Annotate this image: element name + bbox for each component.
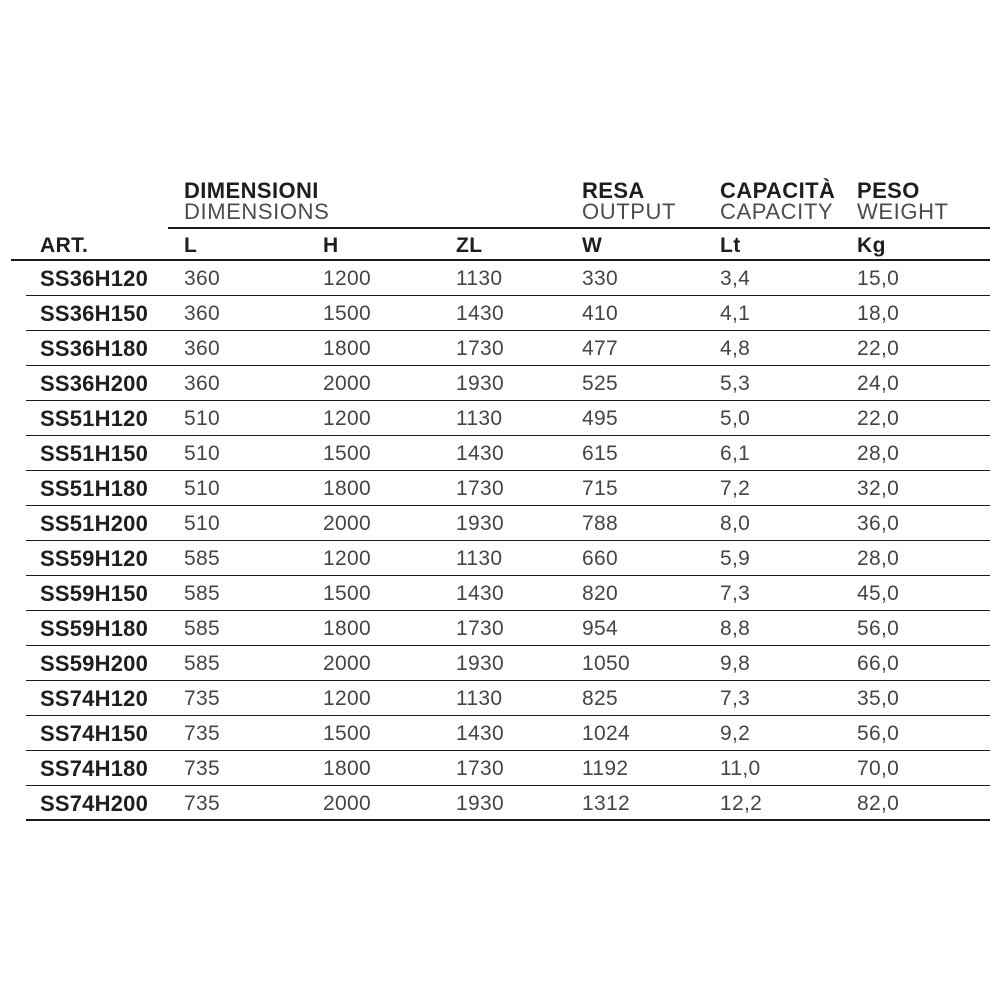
cell-capacity-litres: 4,1	[720, 302, 751, 326]
cell-capacity-litres: 6,1	[720, 442, 751, 466]
cell-weight-kg: 22,0	[857, 407, 900, 431]
cell-capacity-litres: 7,2	[720, 477, 751, 501]
cell-capacity-litres: 9,8	[720, 652, 751, 676]
table-row	[26, 401, 990, 436]
cell-length: 510	[184, 477, 220, 501]
cell-zl: 1130	[456, 267, 503, 291]
cell-height: 1800	[323, 337, 371, 361]
cell-zl: 1130	[456, 407, 503, 431]
cell-article-code: SS51H150	[40, 441, 149, 467]
cell-article-code: SS74H120	[40, 686, 149, 712]
cell-weight-kg: 28,0	[857, 442, 900, 466]
group-header-capacity	[720, 180, 857, 226]
group-header-capacity-secondary: CAPACITY	[720, 199, 834, 224]
cell-output-watts: 954	[582, 617, 618, 641]
cell-output-watts: 660	[582, 547, 618, 571]
cell-output-watts: 825	[582, 687, 618, 711]
cell-zl: 1730	[456, 757, 504, 781]
cell-length: 585	[184, 547, 220, 571]
cell-height: 2000	[323, 372, 371, 396]
group-header-rule	[168, 227, 990, 229]
cell-output-watts: 820	[582, 582, 618, 606]
cell-length: 510	[184, 407, 220, 431]
column-header-h: H	[323, 234, 339, 257]
cell-weight-kg: 70,0	[857, 757, 900, 781]
cell-output-watts: 1192	[582, 757, 629, 781]
cell-output-watts: 330	[582, 267, 618, 291]
table-body	[26, 261, 990, 821]
group-header-capacity-primary: CAPACITÀ	[720, 178, 836, 203]
cell-weight-kg: 56,0	[857, 617, 900, 641]
cell-article-code: SS74H200	[40, 790, 149, 816]
table-row	[26, 366, 990, 401]
column-header-w: W	[582, 234, 603, 257]
cell-length: 585	[184, 617, 220, 641]
group-header-dimensions-secondary: DIMENSIONS	[184, 199, 330, 224]
column-header-art: ART.	[40, 234, 89, 257]
cell-zl: 1130	[456, 547, 503, 571]
column-header-l: L	[184, 234, 198, 257]
cell-capacity-litres: 5,0	[720, 407, 751, 431]
cell-capacity-litres: 5,9	[720, 547, 751, 571]
column-header-lt: Lt	[720, 234, 741, 257]
cell-height: 1200	[323, 407, 371, 431]
cell-length: 735	[184, 791, 220, 815]
cell-height: 1500	[323, 582, 371, 606]
cell-length: 585	[184, 582, 220, 606]
cell-length: 735	[184, 722, 220, 746]
group-header-output-primary: RESA	[582, 178, 645, 203]
cell-capacity-litres: 3,4	[720, 267, 751, 291]
cell-capacity-litres: 8,8	[720, 617, 751, 641]
cell-article-code: SS36H120	[40, 266, 149, 292]
cell-height: 1200	[323, 687, 371, 711]
cell-capacity-litres: 12,2	[720, 791, 763, 815]
group-header-output-secondary: OUTPUT	[582, 199, 677, 224]
cell-capacity-litres: 8,0	[720, 512, 751, 536]
table-row	[26, 436, 990, 471]
cell-article-code: SS59H150	[40, 581, 149, 607]
cell-article-code: SS59H120	[40, 546, 149, 572]
cell-output-watts: 410	[582, 302, 618, 326]
table-row	[26, 646, 990, 681]
cell-weight-kg: 28,0	[857, 547, 900, 571]
cell-capacity-litres: 7,3	[720, 582, 751, 606]
cell-length: 735	[184, 757, 220, 781]
cell-output-watts: 477	[582, 337, 618, 361]
table-row	[26, 576, 990, 611]
cell-height: 1200	[323, 267, 371, 291]
table-row	[26, 506, 990, 541]
cell-weight-kg: 24,0	[857, 372, 900, 396]
cell-height: 1500	[323, 722, 371, 746]
cell-output-watts: 1050	[582, 652, 630, 676]
cell-article-code: SS36H150	[40, 301, 149, 327]
group-header-weight	[857, 180, 990, 226]
cell-height: 1500	[323, 302, 371, 326]
cell-output-watts: 615	[582, 442, 618, 466]
cell-zl: 1930	[456, 652, 504, 676]
cell-length: 360	[184, 372, 220, 396]
cell-length: 510	[184, 512, 220, 536]
cell-height: 1200	[323, 547, 371, 571]
cell-height: 1800	[323, 617, 371, 641]
cell-output-watts: 1024	[582, 722, 630, 746]
cell-height: 2000	[323, 791, 371, 815]
cell-zl: 1430	[456, 302, 504, 326]
table-row	[26, 471, 990, 506]
cell-capacity-litres: 4,8	[720, 337, 751, 361]
cell-article-code: SS74H180	[40, 756, 149, 782]
cell-capacity-litres: 7,3	[720, 687, 751, 711]
table-row	[26, 786, 990, 821]
cell-article-code: SS51H180	[40, 476, 149, 502]
cell-length: 735	[184, 687, 220, 711]
cell-height: 2000	[323, 512, 371, 536]
table-row	[26, 331, 990, 366]
cell-zl: 1730	[456, 617, 504, 641]
cell-zl: 1430	[456, 442, 504, 466]
table-row	[26, 751, 990, 786]
cell-capacity-litres: 11,0	[720, 757, 761, 781]
table-row	[26, 681, 990, 716]
table-row	[26, 541, 990, 576]
cell-length: 360	[184, 302, 220, 326]
cell-height: 1500	[323, 442, 371, 466]
cell-zl: 1930	[456, 512, 504, 536]
cell-length: 360	[184, 267, 220, 291]
cell-output-watts: 788	[582, 512, 618, 536]
cell-article-code: SS51H120	[40, 406, 149, 432]
cell-height: 2000	[323, 652, 371, 676]
cell-output-watts: 525	[582, 372, 618, 396]
table-column-header-row	[26, 235, 990, 257]
cell-length: 585	[184, 652, 220, 676]
table-row	[26, 261, 990, 296]
cell-length: 360	[184, 337, 220, 361]
cell-zl: 1130	[456, 687, 503, 711]
cell-height: 1800	[323, 477, 371, 501]
cell-article-code: SS51H200	[40, 511, 149, 537]
cell-zl: 1730	[456, 477, 504, 501]
cell-length: 510	[184, 442, 220, 466]
cell-weight-kg: 18,0	[857, 302, 900, 326]
cell-weight-kg: 56,0	[857, 722, 900, 746]
column-header-zl: ZL	[456, 234, 483, 257]
cell-weight-kg: 35,0	[857, 687, 900, 711]
cell-weight-kg: 45,0	[857, 582, 900, 606]
cell-height: 1800	[323, 757, 371, 781]
cell-zl: 1930	[456, 791, 504, 815]
cell-weight-kg: 32,0	[857, 477, 900, 501]
cell-zl: 1730	[456, 337, 504, 361]
table-row	[26, 296, 990, 331]
cell-output-watts: 715	[582, 477, 618, 501]
cell-article-code: SS36H200	[40, 371, 149, 397]
group-header-weight-secondary: WEIGHT	[857, 199, 949, 224]
group-header-dimensions	[184, 180, 582, 226]
cell-zl: 1430	[456, 582, 504, 606]
cell-weight-kg: 82,0	[857, 791, 900, 815]
cell-output-watts: 1312	[582, 791, 630, 815]
cell-weight-kg: 36,0	[857, 512, 900, 536]
cell-capacity-litres: 5,3	[720, 372, 751, 396]
cell-weight-kg: 15,0	[857, 267, 900, 291]
group-header-dimensions-primary: DIMENSIONI	[184, 178, 319, 203]
table-row	[26, 716, 990, 751]
cell-article-code: SS74H150	[40, 721, 149, 747]
cell-article-code: SS59H180	[40, 616, 149, 642]
cell-weight-kg: 66,0	[857, 652, 900, 676]
table-group-header-row	[26, 180, 990, 226]
group-header-spacer	[26, 180, 184, 226]
group-header-output	[582, 180, 720, 226]
group-header-weight-primary: PESO	[857, 178, 920, 203]
cell-zl: 1930	[456, 372, 504, 396]
cell-capacity-litres: 9,2	[720, 722, 751, 746]
cell-zl: 1430	[456, 722, 504, 746]
table-row	[26, 611, 990, 646]
column-header-kg: Kg	[857, 234, 886, 257]
cell-article-code: SS59H200	[40, 651, 149, 677]
cell-output-watts: 495	[582, 407, 618, 431]
cell-weight-kg: 22,0	[857, 337, 900, 361]
cell-article-code: SS36H180	[40, 336, 149, 362]
